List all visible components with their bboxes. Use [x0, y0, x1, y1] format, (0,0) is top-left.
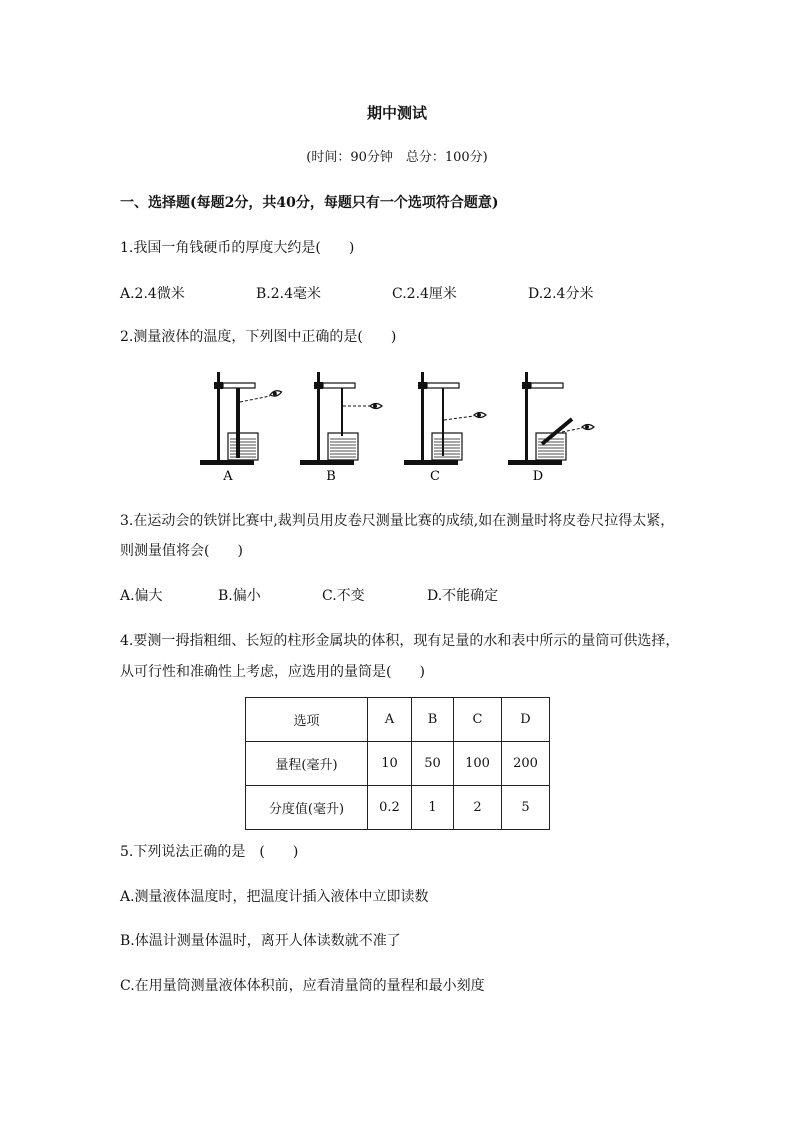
table-cell: 50	[412, 742, 454, 786]
question-5-stem: 5.下列说法正确的是 ( )	[120, 844, 299, 860]
figure-c	[404, 372, 486, 465]
thermometer-figure	[190, 368, 610, 486]
question-1-stem: 1.我国一角钱硬币的厚度大约是( )	[120, 240, 355, 256]
table-cell: 1	[412, 786, 454, 830]
table-row	[246, 742, 550, 786]
table-cell: 5	[502, 786, 550, 830]
figure-d	[508, 372, 594, 465]
question-3-option-c: C.不变	[322, 588, 365, 604]
question-3-option-a: A.偏大	[120, 588, 163, 604]
cylinder-table	[245, 697, 550, 830]
table-cell: 2	[454, 786, 502, 830]
question-4-stem-line1: 4.要测一拇指粗细、长短的柱形金属块的体积，现有足量的水和表中所示的量筒可供选择，	[120, 633, 680, 649]
question-5-option-b: B.体温计测量体温时，离开人体读数就不准了	[120, 933, 401, 949]
question-3-option-d: D.不能确定	[427, 588, 499, 604]
figure-label-d: D	[532, 469, 544, 484]
question-5-option-a: A.测量液体温度时，把温度计插入液体中立即读数	[120, 889, 429, 905]
question-1-option-a: A.2.4微米	[120, 286, 185, 302]
table-cell: 200	[502, 742, 550, 786]
question-4-stem-line2: 从可行性和准确性上考虑，应选用的量筒是( )	[120, 664, 425, 680]
figure-label-b: B	[326, 469, 336, 484]
figure-b	[300, 372, 382, 465]
section-heading: 一、选择题(每题2分，共40分，每题只有一个选项符合题意)	[120, 195, 499, 211]
question-3-option-b: B.偏小	[218, 588, 261, 604]
table-cell: 分度值(毫升)	[246, 786, 368, 830]
table-cell: 100	[454, 742, 502, 786]
figure-label-a: A	[223, 469, 233, 484]
figure-a	[200, 372, 282, 465]
table-row	[246, 786, 550, 830]
table-cell: 量程(毫升)	[246, 742, 368, 786]
table-cell: 选项	[246, 698, 368, 742]
table-row	[246, 698, 550, 742]
question-1-option-c: C.2.4厘米	[392, 286, 457, 302]
table-cell: 0.2	[368, 786, 412, 830]
page-title: 期中测试	[366, 104, 427, 122]
table-cell: A	[368, 698, 412, 742]
question-3-stem-line1: 3.在运动会的铁饼比赛中,裁判员用皮卷尺测量比赛的成绩,如在测量时将皮卷尺拉得太紧，	[120, 513, 675, 529]
question-2-stem: 2.测量液体的温度，下列图中正确的是( )	[120, 329, 397, 345]
table-cell: C	[454, 698, 502, 742]
question-3-stem-line2: 则测量值将会( )	[120, 543, 243, 559]
figure-label-c: C	[430, 469, 440, 484]
table-cell: D	[502, 698, 550, 742]
table-cell: B	[412, 698, 454, 742]
question-1-option-b: B.2.4毫米	[256, 286, 322, 302]
question-1-option-d: D.2.4分米	[528, 286, 594, 302]
table-cell: 10	[368, 742, 412, 786]
exam-info: (时间：90分钟 总分：100分)	[306, 150, 488, 165]
question-5-option-c: C.在用量筒测量液体体积前，应看清量筒的量程和最小刻度	[120, 978, 485, 994]
